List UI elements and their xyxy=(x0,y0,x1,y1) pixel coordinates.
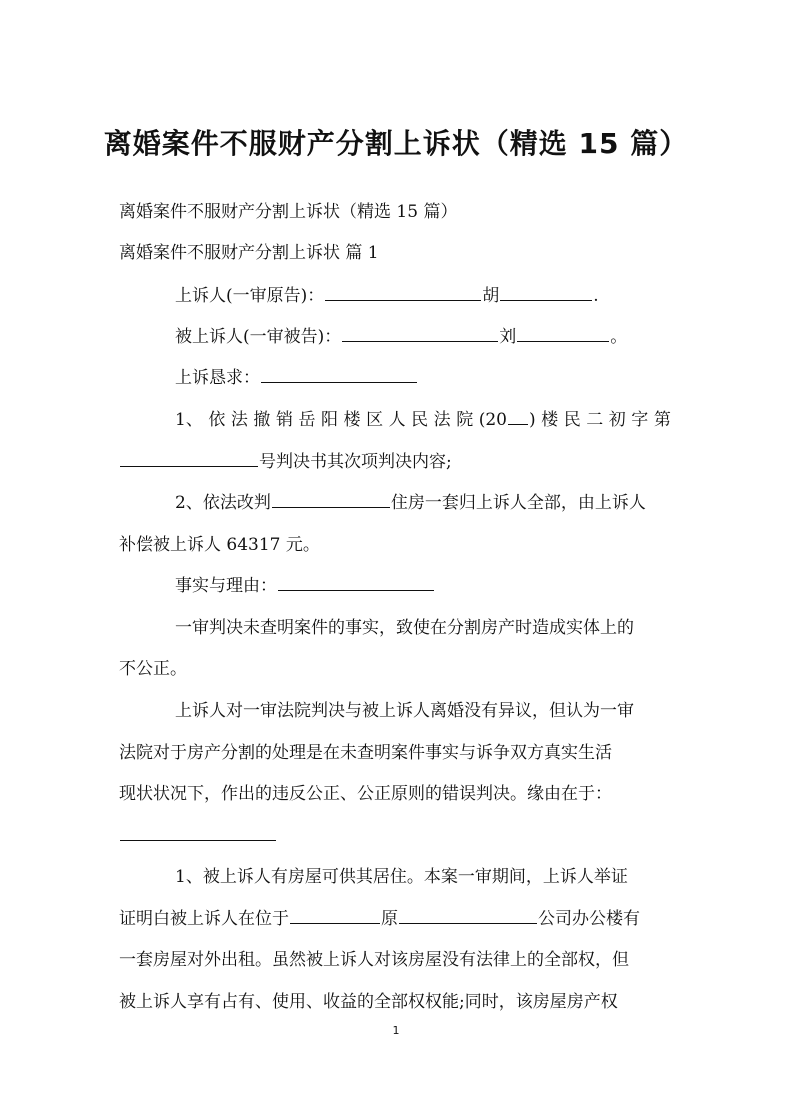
item1-char: 民 xyxy=(411,410,429,430)
blank-field xyxy=(278,574,434,591)
document-subtitle: 离婚案件不服财产分割上诉状（精选 15 篇） xyxy=(119,202,458,222)
para2-line3: 现状状况下，作出的违反公正、公正原则的错误判决。缘由在于： xyxy=(119,784,612,804)
item1-char: 第 xyxy=(653,410,671,430)
page-number: 1 xyxy=(392,1024,400,1037)
para3-line2 xyxy=(119,907,640,931)
para3-line3: 一套房屋对外出租。虽然被上诉人对该房屋没有法律上的全部权，但 xyxy=(119,950,629,970)
item1-char: 二 xyxy=(586,410,604,430)
appellee-end: 。 xyxy=(610,327,628,347)
appellee-line xyxy=(175,325,627,349)
para2-line2: 法院对于房产分割的处理是在未查明案件事实与诉争双方真实生活 xyxy=(119,743,612,763)
para3-text: 公司办公楼有 xyxy=(538,909,640,929)
appellant-label: 上诉人(一审原告)： xyxy=(175,286,325,306)
item1-char: 撤 xyxy=(253,410,271,430)
item1-char: 阳 xyxy=(321,410,339,430)
facts-label: 事实与理由： xyxy=(175,576,277,596)
item1-char: (20 xyxy=(478,410,507,430)
appellee-label: 被上诉人(一审被告)： xyxy=(175,327,342,347)
appellant-line xyxy=(175,284,599,308)
blank-line xyxy=(119,824,277,848)
item1-line1 xyxy=(175,408,671,432)
appellee-name: 刘 xyxy=(499,327,517,347)
item1-char: 院 xyxy=(456,410,474,430)
para3-text: 原 xyxy=(381,909,398,929)
petition-line xyxy=(175,366,418,390)
section-heading: 离婚案件不服财产分割上诉状 篇 1 xyxy=(119,243,379,263)
blank-field xyxy=(517,325,609,342)
item1-char: 楼 xyxy=(541,410,559,430)
blank-field xyxy=(342,325,498,342)
para3-line4: 被上诉人享有占有、使用、收益的全部权权能;同时，该房屋房产权 xyxy=(119,992,618,1012)
para1-line1: 一审判决未查明案件的事实，致使在分割房产时造成实体上的 xyxy=(175,618,634,638)
item2-line2: 补偿被上诉人 64317 元。 xyxy=(119,535,320,555)
appellant-name: 胡 xyxy=(482,286,500,306)
item1-char: 销 xyxy=(275,410,293,430)
item1-line2-text: 号判决书其次项判决内容; xyxy=(259,452,452,472)
appellant-end: . xyxy=(593,286,599,306)
blank-field xyxy=(272,491,390,508)
item1-char: ) xyxy=(529,410,536,430)
item1-char: 初 xyxy=(608,410,626,430)
blank-field xyxy=(500,284,592,301)
blank-field xyxy=(325,284,481,301)
blank-field xyxy=(290,907,380,924)
item2-suffix: 住房一套归上诉人全部，由上诉人 xyxy=(390,493,646,513)
item1-char: 字 xyxy=(631,410,649,430)
blank-field xyxy=(120,824,276,841)
item1-char: 楼 xyxy=(343,410,361,430)
item1-char: 1、 xyxy=(175,410,203,430)
item1-char: 依 xyxy=(208,410,226,430)
para3-text: 证明白被上诉人在位于 xyxy=(119,909,289,929)
para1-line2: 不公正。 xyxy=(119,659,187,679)
item1-char: 法 xyxy=(433,410,451,430)
item1-line2 xyxy=(119,450,452,474)
blank-field xyxy=(399,907,537,924)
item1-char: 岳 xyxy=(298,410,316,430)
blank-field xyxy=(508,408,528,425)
item1-char: 人 xyxy=(388,410,406,430)
blank-field xyxy=(120,450,258,467)
blank-field xyxy=(261,366,417,383)
item1-char: 法 xyxy=(230,410,248,430)
item1-char: 民 xyxy=(563,410,581,430)
petition-label: 上诉恳求： xyxy=(175,368,260,388)
item1-char: 区 xyxy=(366,410,384,430)
facts-line xyxy=(175,574,435,598)
document-title: 离婚案件不服财产分割上诉状（精选 15 篇） xyxy=(103,127,689,160)
item2-line1 xyxy=(175,491,646,515)
para2-line1: 上诉人对一审法院判决与被上诉人离婚没有异议，但认为一审 xyxy=(175,701,634,721)
para3-line1: 1、被上诉人有房屋可供其居住。本案一审期间，上诉人举证 xyxy=(175,867,628,887)
item2-prefix: 2、依法改判 xyxy=(175,493,271,513)
